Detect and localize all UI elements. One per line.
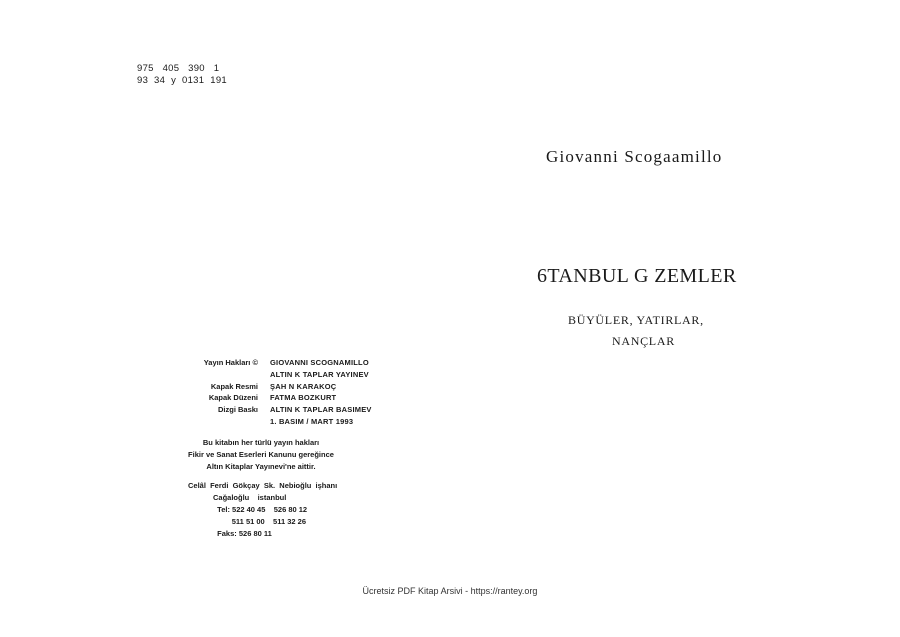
rights-line: Bu kitabın her türlü yayın hakları	[202, 438, 320, 447]
author-name: Giovanni Scogaamillo	[546, 147, 723, 166]
credit-row	[188, 392, 372, 404]
credit-row	[188, 404, 372, 416]
address-line: Celâl Ferdi Gökçay Sk. Nebioğlu işhanı	[188, 481, 338, 490]
credit-label	[188, 369, 270, 381]
credit-row	[188, 416, 372, 428]
isbn-line-1: 975 405 390 1	[137, 63, 220, 74]
credit-label: Kapak Düzeni	[208, 393, 258, 403]
credit-value: 1. BASIM / MART 1993	[270, 416, 354, 426]
isbn-block	[137, 63, 227, 86]
credit-value: ALTIN K TAPLAR YAYINEV	[270, 369, 369, 379]
footer-watermark: Ücretsiz PDF Kitap Arsivi - https://rantey.org	[362, 586, 538, 596]
credit-label	[188, 416, 270, 428]
credit-value: ŞAH N KARAKOÇ	[270, 381, 337, 391]
subtitle-line-1: BÜYÜLER, YATIRLAR,	[568, 313, 704, 327]
publisher-address	[188, 480, 337, 540]
credit-value: ALTIN K TAPLAR BASIMEV	[270, 405, 372, 415]
rights-line: Altın Kitaplar Yayınevi'ne aittir.	[206, 461, 316, 471]
address-line: Faks: 526 80 11	[188, 529, 272, 538]
book-title: 6TANBUL G ZEMLER	[537, 265, 737, 287]
credit-label: Dizgi Baskı	[217, 405, 258, 415]
credit-value: GIOVANNI SCOGNAMILLO	[270, 358, 369, 367]
credit-value: FATMA BOZKURT	[270, 393, 337, 403]
address-line: Cağaloğlu istanbul	[188, 493, 287, 502]
credits-block	[188, 357, 372, 428]
credit-row	[188, 381, 372, 393]
credit-label: Yayın Hakları ©	[203, 358, 258, 367]
credit-row	[188, 369, 372, 381]
credit-label: Kapak Resmi	[210, 381, 258, 391]
rights-line: Fikir ve Sanat Eserleri Kanunu gereğince	[188, 449, 334, 459]
address-line: 511 51 00 511 32 26	[188, 517, 306, 526]
credit-row	[188, 357, 372, 369]
rights-notice	[184, 437, 338, 472]
subtitle-line-2: NANÇLAR	[612, 334, 675, 348]
isbn-line-2: 93 34 y 0131 191	[137, 74, 227, 86]
address-line: Tel: 522 40 45 526 80 12	[188, 505, 308, 514]
